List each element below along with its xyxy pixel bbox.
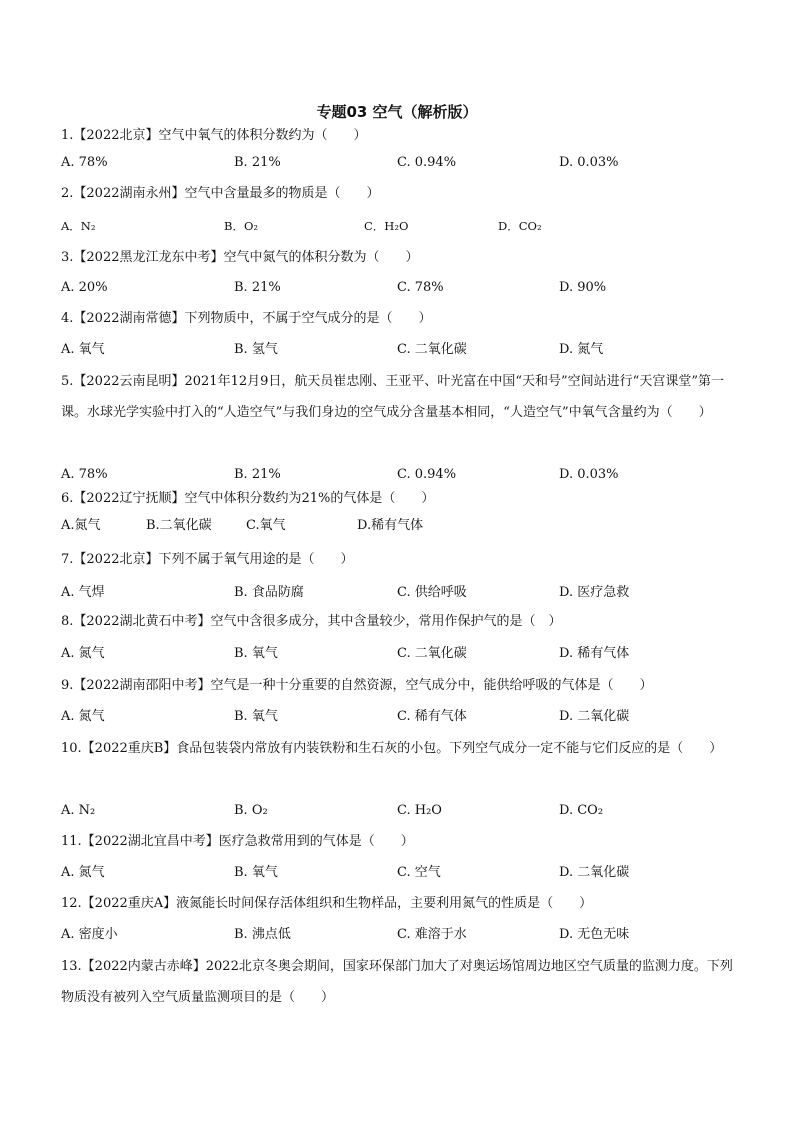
question-1-stem: 1.【2022北京】空气中氧气的体积分数约为（ ） bbox=[61, 128, 367, 143]
option-a: A．N₂ bbox=[61, 219, 96, 233]
option-b: B.二氧化碳 bbox=[146, 518, 212, 533]
option-d: D. 二氧化碳 bbox=[559, 865, 630, 880]
option-b: B. 氧气 bbox=[234, 709, 278, 724]
question-11-options bbox=[61, 863, 741, 883]
question-7-stem: 7.【2022北京】下列不属于氧气用途的是（ ） bbox=[61, 552, 354, 567]
question-8-options bbox=[61, 644, 741, 664]
question-4-options bbox=[61, 340, 741, 360]
option-d: D. 0.03% bbox=[559, 155, 619, 170]
question-3-stem: 3.【2022黑龙江龙东中考】空气中氮气的体积分数为（ ） bbox=[61, 250, 419, 265]
option-b: B. 21% bbox=[234, 155, 281, 170]
option-a: A. 20% bbox=[61, 280, 108, 295]
option-d: D. 无色无味 bbox=[559, 927, 630, 942]
option-c: C. 稀有气体 bbox=[397, 709, 467, 724]
option-a: A.氮气 bbox=[61, 518, 101, 533]
question-2-options bbox=[61, 216, 741, 236]
option-c: C. 0.94% bbox=[397, 155, 457, 170]
question-6-stem: 6.【2022辽宁抚顺】空气中体积分数约为21%的气体是（ ） bbox=[61, 491, 435, 506]
question-10-stem: 10.【2022重庆B】食品包装袋内常放有内装铁粉和生石灰的小包。下列空气成分一定不能与它们反应的是（ ） bbox=[61, 741, 723, 756]
option-c: C. 空气 bbox=[397, 865, 441, 880]
option-a: A. 78% bbox=[61, 155, 108, 170]
question-4-stem: 4.【2022湖南常德】下列物质中，不属于空气成分的是（ ） bbox=[61, 311, 432, 326]
option-c: C．H₂O bbox=[364, 219, 409, 233]
option-a: A. 氧气 bbox=[61, 342, 105, 357]
question-8-stem: 8.【2022湖北黄石中考】空气中含很多成分，其中含量较少，常用作保护气的是（ ） bbox=[61, 614, 562, 629]
question-10-options bbox=[61, 801, 741, 821]
option-a: A. 78% bbox=[61, 467, 108, 482]
option-a: A. 氮气 bbox=[61, 646, 105, 661]
option-d: D.稀有气体 bbox=[357, 518, 424, 533]
option-d: D. 稀有气体 bbox=[559, 646, 630, 661]
option-d: D. 医疗急救 bbox=[559, 585, 630, 600]
option-c: C. 二氧化碳 bbox=[397, 342, 467, 357]
question-7-options bbox=[61, 583, 741, 603]
option-c: C. 难溶于水 bbox=[397, 927, 467, 942]
option-b: B. 氧气 bbox=[234, 865, 278, 880]
option-d: D. 二氧化碳 bbox=[559, 709, 630, 724]
option-b: B. O₂ bbox=[234, 803, 268, 818]
option-d: D. 90% bbox=[559, 280, 607, 295]
option-d: D. CO₂ bbox=[559, 803, 604, 818]
question-6-options bbox=[61, 516, 741, 536]
option-b: B. 氢气 bbox=[234, 342, 278, 357]
option-c: C.氧气 bbox=[246, 518, 286, 533]
question-9-options bbox=[61, 707, 741, 727]
question-11-stem: 11.【2022湖北宜昌中考】医疗急救常用到的气体是（ ） bbox=[61, 834, 414, 849]
option-a: A. 氮气 bbox=[61, 865, 105, 880]
option-b: B. 食品防腐 bbox=[234, 585, 304, 600]
option-d: D．CO₂ bbox=[498, 219, 542, 233]
question-1-options bbox=[61, 153, 741, 173]
question-3-options bbox=[61, 278, 741, 298]
option-b: B. 氧气 bbox=[234, 646, 278, 661]
option-c: C. 0.94% bbox=[397, 467, 457, 482]
page-title: 专题03 空气（解析版） bbox=[316, 103, 478, 121]
option-c: C. 二氧化碳 bbox=[397, 646, 467, 661]
option-d: D. 氮气 bbox=[559, 342, 604, 357]
option-c: C. 78% bbox=[397, 280, 444, 295]
option-b: B. 21% bbox=[234, 467, 281, 482]
option-a: A. 密度小 bbox=[61, 927, 118, 942]
question-12-stem: 12.【2022重庆A】液氮能长时间保存活体组织和生物样品，主要利用氮气的性质是（ ） bbox=[61, 896, 593, 911]
option-b: B. 21% bbox=[234, 280, 281, 295]
option-a: A. 气焊 bbox=[61, 585, 105, 600]
question-2-stem: 2.【2022湖南永州】空气中含量最多的物质是（ ） bbox=[61, 186, 380, 201]
option-c: C. 供给呼吸 bbox=[397, 585, 467, 600]
option-b: B．O₂ bbox=[224, 219, 258, 233]
question-5-options bbox=[61, 465, 741, 485]
question-13-stem: 13.【2022内蒙古赤峰】2022北京冬奥会期间，国家环保部门加大了对奥运场馆周边地区空气质量的监测力度。下列物质没有被列入空气质量监测项目的是（ ） bbox=[61, 959, 733, 1005]
option-b: B. 沸点低 bbox=[234, 927, 291, 942]
option-d: D. 0.03% bbox=[559, 467, 619, 482]
option-a: A. 氮气 bbox=[61, 709, 105, 724]
question-12-options bbox=[61, 925, 741, 945]
question-5-stem: 5.【2022云南昆明】2021年12月9日，航天员崔忠刚、王亚平、叶光富在中国“天和号”空间站进行“天宫课堂”第一课。水球光学实验中打入的“人造空气”与我们身边的空气成分含量基本相同，“人造空气”中氧气含量约为（ ） bbox=[61, 374, 724, 420]
question-9-stem: 9.【2022湖南邵阳中考】空气是一种十分重要的自然资源，空气成分中，能供给呼吸的气体是（ ） bbox=[61, 678, 653, 693]
option-a: A. N₂ bbox=[61, 803, 96, 818]
option-c: C. H₂O bbox=[397, 803, 442, 818]
